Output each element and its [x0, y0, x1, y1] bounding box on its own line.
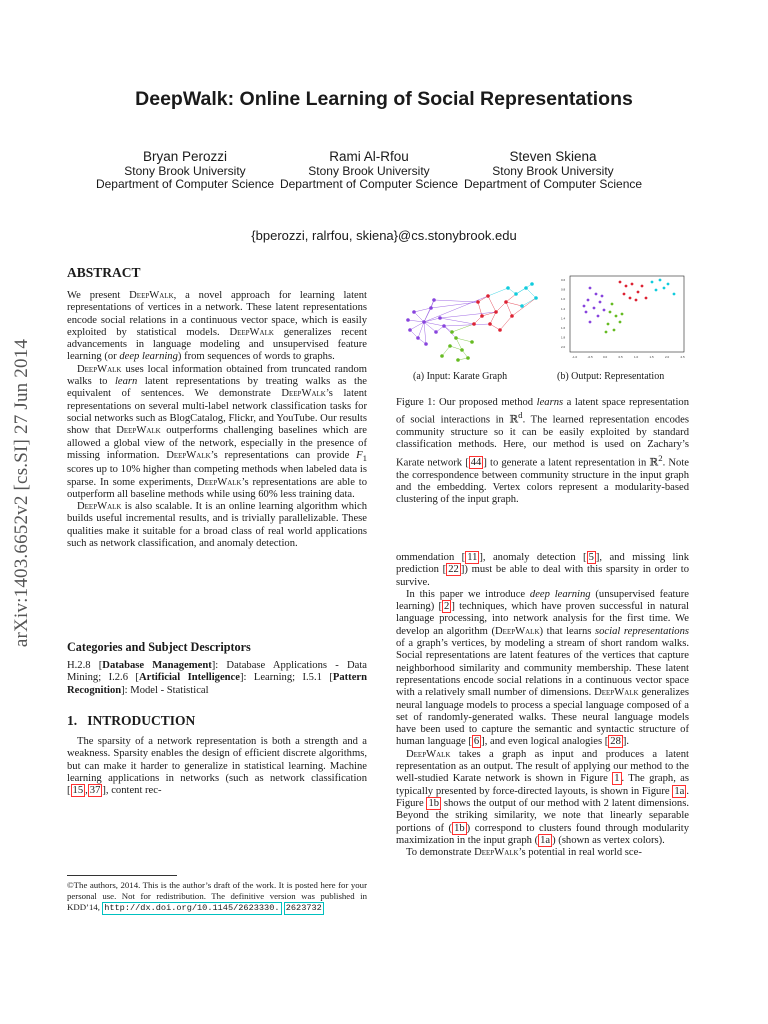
x-tick-label: -1.0 [572, 355, 578, 359]
graph-edge [424, 322, 426, 344]
embedding-point [605, 331, 608, 334]
graph-node [424, 342, 428, 346]
embedding-point [663, 287, 666, 290]
embedding-point [597, 315, 600, 318]
graph-node [498, 328, 502, 332]
embedding-point [637, 291, 640, 294]
graph-edge [526, 288, 536, 298]
categories-heading: Categories and Subject Descriptors [67, 640, 251, 654]
figure-link[interactable]: 1a [540, 834, 551, 846]
categories-body: H.2.8 [Database Management]: Database Applications - Data Mining; I.2.6 [Artificial Intelligence]: Learning; I.5.1 [Pattern Recognition]: Model - Statistical [67, 660, 368, 696]
graph-edge [500, 316, 512, 330]
plot-frame [570, 276, 684, 352]
author-name: Steven Skiena [509, 149, 597, 164]
author-dept: Department of Computer Science [279, 177, 459, 191]
embedding-point [615, 315, 618, 318]
intro-heading: 1. INTRODUCTION [67, 713, 196, 728]
graph-node [506, 286, 510, 290]
embedding-point [607, 323, 610, 326]
graph-node [486, 294, 490, 298]
graph-node [448, 344, 452, 348]
graph-node [406, 318, 410, 322]
graph-edge [496, 302, 506, 312]
author-3 [458, 150, 648, 191]
abstract-paragraph: DeepWalk is also scalable. It is an online learning algorithm which builds useful incremental results, and is trivially parallelizable. These qualities make it suitable for a broad class of real world applications such as network classification, and anomaly detection. [67, 501, 367, 550]
embedding-point [635, 299, 638, 302]
embedding-point [609, 311, 612, 314]
graph-edge [442, 346, 450, 356]
abstract-body [67, 290, 367, 550]
graph-node [470, 340, 474, 344]
embedding-point [611, 303, 614, 306]
paper-title: DeepWalk: Online Learning of Social Representations [135, 88, 633, 110]
citation-link[interactable]: 44 [470, 457, 482, 469]
figure-link[interactable]: 1b [428, 797, 440, 809]
embedding-point [599, 301, 602, 304]
y-tick-label: 1.4 [561, 316, 566, 321]
graph-edge [516, 284, 532, 294]
graph-node [432, 298, 436, 302]
graph-node [456, 358, 460, 362]
subcaption-a: (a) Input: Karate Graph [413, 371, 508, 382]
doi-link-cont[interactable]: 2623732 [285, 903, 322, 913]
graph-edge [488, 296, 496, 312]
graph-node [524, 286, 528, 290]
graph-node [504, 300, 508, 304]
graph-node [454, 336, 458, 340]
embedding-point [593, 307, 596, 310]
embedding-point [623, 293, 626, 296]
figure-caption: Figure 1: Our proposed method learns a latent space representation of social interactions in ℝ$^d$. The learned representation encodes community structure so it can be easily exploited by standard classification methods. Here, our method is used on Zachary’s Karate network [ 44 ] to generate a latent representation in ℝ$^2$. Note the correspondence between community structure in the input graph and the embedding. Vertex colors represent a modularity-based clustering of the input graph. [396, 397, 690, 506]
graph-edge [506, 302, 512, 316]
graph-node [530, 282, 534, 286]
graph-edge [440, 318, 474, 324]
graph-edge [444, 326, 456, 338]
embedding-point [655, 289, 658, 292]
embedding-point [613, 329, 616, 332]
author-2 [274, 150, 464, 191]
embedding-point [583, 305, 586, 308]
graph-edge [408, 320, 424, 322]
embedding-point [589, 321, 592, 324]
embedding-point [641, 285, 644, 288]
figure-link[interactable]: 1b [454, 822, 465, 834]
abstract-heading: ABSTRACT [67, 265, 141, 280]
graph-node [488, 322, 492, 326]
graph-edge [424, 322, 444, 326]
graph-edge [418, 322, 424, 338]
arxiv-stamp [0, 293, 44, 693]
intro-body: The sparsity of a network representation is both a strength and a weakness. Sparsity enables the design of efficient discrete algorithms, but can make it harder to generalize in statistical learning. Machine learning applications in networks (such as network classification [ 15 , 37 ], content rec- [67, 736, 367, 797]
embedding-point [621, 313, 624, 316]
graph-node [534, 296, 538, 300]
y-tick-label: 0.6 [561, 278, 566, 282]
graph-edge [434, 300, 478, 302]
graph-edge [522, 298, 536, 306]
y-tick-label: 1.8 [561, 335, 566, 340]
author-name: Rami Al-Rfou [329, 149, 409, 164]
embedding-point [619, 281, 622, 284]
graph-edge [424, 322, 436, 332]
graph-node [422, 320, 426, 324]
graph-node [434, 330, 438, 334]
citation-link[interactable]: 22 [448, 564, 459, 576]
subcaption-b: (b) Output: Representation [557, 371, 665, 382]
graph-node [510, 314, 514, 318]
graph-edge [444, 324, 490, 326]
graph-node [520, 304, 524, 308]
graph-node [494, 310, 498, 314]
graph-node [442, 324, 446, 328]
graph-edge [414, 312, 424, 322]
graph-node [514, 292, 518, 296]
citation-link[interactable]: 2 [444, 601, 450, 613]
graph-node [429, 306, 433, 310]
graph-node [416, 336, 420, 340]
figure-link[interactable]: 1a [674, 785, 685, 797]
y-tick-label: 0.8 [561, 287, 566, 292]
graph-node [440, 354, 444, 358]
y-tick-label: 1.6 [561, 326, 566, 330]
citation-link[interactable]: 5 [588, 552, 594, 563]
doi-link[interactable]: http://dx.doi.org/10.1145/2623330. [104, 903, 280, 913]
citation-link[interactable]: 37 [89, 785, 101, 797]
author-dept: Department of Computer Science [463, 177, 643, 191]
right-column-body: ommendation [ 11 ], anomaly detection [ 5 ], and missing link prediction [ 22 ]) must be able to deal with this sparsity in order to survive. In this paper we introduce deep learning (unsupervised feature learning) [ 2 ] techniques, which have proven successful in natural language processing, into network analysis for the first time. We develop an algorithm (DeepWalk) that learns social representations of a graph’s vertices, by modeling a stream of short random walks. Social representations are latent features of the vertices that capture neighborhood similarity and community membership. These latent representations encode social relations in a continuous vector space with a relatively small number of dimensions. DeepWalk generalizes neural language models to process a special language composed of a set of randomly-generated walks. These neural language models have been used to capture the semantic and syntactic structure of human language [ 6 ], and even logical analogies [ 28 ]. DeepWalk takes a graph as input and produces a latent representation as an output. The result of applying our method to the well-studied Karate network is shown in Figure 1 . The graph, as typically presented by force-directed layouts, is shown in Figure 1a . Figure 1b shows the output of our method with 2 latent dimensions. Beyond the striking similarity, we note that linearly separable portions of ( 1b ) correspond to clusters found through modularity maximization in the input graph ( 1a ) (shown as vertex colors). To demonstrate DeepWalk’s potential in real world sce- [396, 552, 690, 859]
citation-link[interactable]: 15 [72, 785, 84, 797]
graph-node [408, 328, 412, 332]
embedding-point [645, 297, 648, 300]
graph-node [460, 348, 464, 352]
author-affiliation: Stony Brook University [308, 164, 430, 178]
x-tick-label: 0.5 [618, 355, 623, 359]
author-dept: Department of Computer Science [95, 177, 275, 191]
graph-edge [414, 308, 431, 312]
x-tick-label: 2.5 [680, 355, 685, 359]
embedding-point [625, 285, 628, 288]
embedding-point [651, 281, 654, 284]
author-name: Bryan Perozzi [142, 149, 228, 164]
x-tick-label: 1.0 [634, 355, 639, 359]
embedding-point [667, 283, 670, 286]
graph-edge [440, 312, 496, 318]
footnote-rule [67, 875, 177, 876]
embedding-plot [560, 272, 688, 364]
embedding-point [601, 295, 604, 298]
embedding-point [585, 311, 588, 314]
graph-edge [506, 302, 522, 306]
citation-link[interactable]: 6 [473, 736, 480, 748]
abstract-paragraph: We present DeepWalk, a novel approach for learning latent representations of vertices in a network. These latent representations encode social relations in a continuous vector space, which is easily exploited by statistical models. DeepWalk generalizes recent advancements in language modeling and unsupervised feature learning (or deep learning) from sequences of words to graphs. [67, 290, 368, 363]
y-tick-label: 2.0 [561, 345, 566, 350]
citation-link[interactable]: 11 [467, 552, 478, 563]
author-emails: {bperozzi, ralrfou, skiena}@cs.stonybrook.edu [251, 228, 517, 243]
graph-node [472, 322, 476, 326]
embedding-point [619, 321, 622, 324]
embedding-point [587, 299, 590, 302]
graph-edge [456, 338, 472, 342]
y-tick-label: 1.0 [561, 297, 566, 302]
embedding-point [631, 283, 634, 286]
x-tick-label: -0.5 [587, 355, 593, 359]
embedding-point [595, 293, 598, 296]
embedding-point [659, 279, 662, 282]
graph-node [412, 310, 416, 314]
graph-edge [410, 322, 424, 330]
graph-edge [488, 288, 508, 296]
graph-node [466, 356, 470, 360]
citation-link[interactable]: 28 [610, 736, 621, 748]
y-tick-label: 1.2 [561, 306, 566, 311]
graph-node [438, 316, 442, 320]
copyright-notice: ©The authors, 2014. This is the author’s draft of the work. It is posted here for your personal use. Not for redistribution. The definitive version was published in KDD’14, http://dx.doi.org/10.1145/2623330. 2623732 [67, 880, 367, 913]
graph-edge [490, 312, 496, 324]
x-tick-label: 2.0 [665, 355, 670, 359]
embedding-point [603, 309, 606, 312]
x-tick-label: 0.0 [603, 355, 608, 359]
embedding-point [589, 287, 592, 290]
author-affiliation: Stony Brook University [492, 164, 614, 178]
graph-edge [506, 294, 516, 302]
abstract-paragraph: DeepWalk uses local information obtained from truncated random walks to learn latent representations by treating walks as the equivalent of sentences. We demonstrate DeepWalk’s latent representations on several multi-label network classification tasks for social networks such as BlogCatalog, Flickr, and YouTube. Our results show that DeepWalk outperforms challenging baselines which are allowed a global view of the network, especially in the presence of missing information. DeepWalk’s representations can provide $F_1$ scores up to 10% higher than competing methods when labeled data is sparse. In some experiments, DeepWalk’s representations are able to outperform all baseline methods while using 60% less training data. [67, 363, 368, 500]
embedding-point [673, 293, 676, 296]
author-1 [90, 150, 280, 191]
arxiv-id: arXiv:1403.6652v2 [cs.SI] 27 Jun 2014 [11, 338, 32, 648]
x-tick-label: 1.5 [649, 355, 654, 359]
graph-edge [512, 298, 536, 316]
figure-link[interactable]: 1 [614, 773, 620, 785]
embedding-point [629, 297, 632, 300]
graph-node [476, 300, 480, 304]
author-affiliation: Stony Brook University [124, 164, 246, 178]
graph-node [450, 330, 454, 334]
graph-node [480, 314, 484, 318]
karate-graph-figure [396, 272, 546, 370]
